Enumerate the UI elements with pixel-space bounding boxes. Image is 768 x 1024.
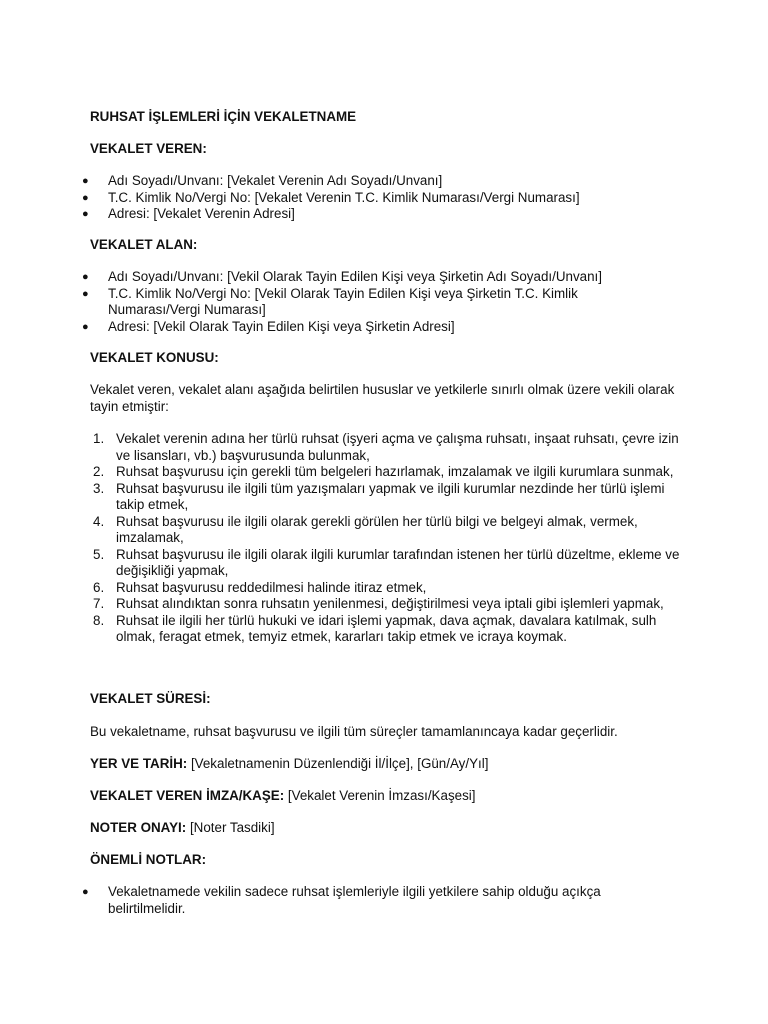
list-item: 7. Ruhsat alındıktan sonra ruhsatın yenilenmesi, değiştirilmesi veya iptali gibi işlemleri yapmak, [93, 596, 664, 611]
list-item: ● Adresi: [Vekalet Verenin Adresi] [82, 206, 295, 221]
imza-kase-value: [Vekalet Verenin İmzası/Kaşesi] [284, 788, 476, 803]
list-item: ● Adı Soyadı/Unvanı: [Vekalet Verenin Adı Soyadı/Unvanı] [82, 173, 443, 188]
yer-tarih-value: [Vekaletnamenin Düzenlendiği İl/İlçe], [Gün/Ay/Yıl] [187, 756, 489, 771]
list-item: 6. Ruhsat başvurusu reddedilmesi halinde itiraz etmek, [93, 579, 427, 595]
konu-intro: Vekalet veren, vekalet alanı aşağıda belirtilen hususlar ve yetkilerle sınırlı olmak üzere vekili olarak tayin etmiştir: [90, 382, 675, 414]
imza-kase-label: VEKALET VEREN İMZA/KAŞE: [90, 788, 285, 803]
list-item: 8. Ruhsat ile ilgili her türlü hukuki ve idari işlemi yapmak, dava açmak, davalara katılmak, sulh olmak, feragat etmek, temyiz etmek, kararları takip etmek ve icraya koymak. [93, 612, 657, 644]
konu-list [90, 431, 690, 646]
list-item: ● T.C. Kimlik No/Vergi No: [Vekil Olarak Tayin Edilen Kişi veya Şirketin T.C. Kimlik Numarası/Vergi Numarası] [82, 285, 578, 317]
bullet-icon: ● [82, 191, 89, 204]
list-item: ● Vekaletnamede vekilin sadece ruhsat işlemleriyle ilgili yetkilere sahip olduğu açıkça belirtilmelidir. [82, 884, 601, 916]
list-item: 3. Ruhsat başvurusu ile ilgili tüm yazışmaları yapmak ve ilgili kurumlar nezdinde her türlü işlemi takip etmek, [93, 480, 665, 512]
bullet-icon: ● [82, 175, 89, 187]
bullet-icon: ● [82, 208, 89, 220]
bullet-icon: ● [82, 271, 89, 283]
imza-kase [90, 788, 690, 805]
bullet-icon: ● [82, 886, 89, 898]
list-item: 1. Vekalet verenin adına her türlü ruhsat (işyeri açma ve çalışma ruhsatı, inşaat ruhsatı, çevre izin ve lisansları, vb.) başvurusunda bulunmak, [93, 431, 679, 463]
bullet-icon: ● [82, 287, 89, 300]
alan-list [78, 269, 698, 335]
yer-tarih [90, 756, 690, 773]
noter-onayi-value: [Noter Tasdiki] [186, 820, 275, 835]
document-title: RUHSAT İŞLEMLERİ İÇİN VEKALETNAME [90, 109, 357, 124]
alan-heading: VEKALET ALAN: [90, 237, 198, 252]
list-item: ● Adresi: [Vekil Olarak Tayin Edilen Kişi veya Şirketin Adresi] [82, 318, 455, 334]
list-item: 2. Ruhsat başvurusu için gerekli tüm belgeleri hazırlamak, imzalamak ve ilgili kurumlara sunmak, [93, 464, 674, 479]
list-item: ● Adı Soyadı/Unvanı: [Vekil Olarak Tayin Edilen Kişi veya Şirketin Adı Soyadı/Unvanı] [82, 269, 602, 284]
yer-tarih-label: YER VE TARİH: [90, 756, 188, 771]
konu-heading: VEKALET KONUSU: [90, 350, 219, 365]
list-item: 4. Ruhsat başvurusu ile ilgili olarak gerekli görülen her türlü bilgi ve belgeyi almak, vermek, imzalamak, [93, 513, 638, 545]
sure-heading: VEKALET SÜRESİ: [90, 691, 211, 706]
veren-list [78, 173, 698, 223]
notlar-heading: ÖNEMLİ NOTLAR: [90, 852, 207, 867]
sure-text: Bu vekaletname, ruhsat başvurusu ve ilgili tüm süreçler tamamlanıncaya kadar geçerlidir. [90, 724, 618, 739]
bullet-icon: ● [82, 320, 89, 333]
list-item: 5. Ruhsat başvurusu ile ilgili olarak ilgili kurumlar tarafından istenen her türlü düzeltme, ekleme ve değişikliği yapmak, [93, 546, 680, 578]
list-item: ● T.C. Kimlik No/Vergi No: [Vekalet Verenin T.C. Kimlik Numarası/Vergi Numarası] [82, 189, 580, 205]
notlar-list [78, 884, 638, 917]
veren-heading: VEKALET VEREN: [90, 141, 207, 156]
noter-onayi-label: NOTER ONAYI: [90, 820, 187, 835]
noter-onayi [90, 820, 690, 837]
